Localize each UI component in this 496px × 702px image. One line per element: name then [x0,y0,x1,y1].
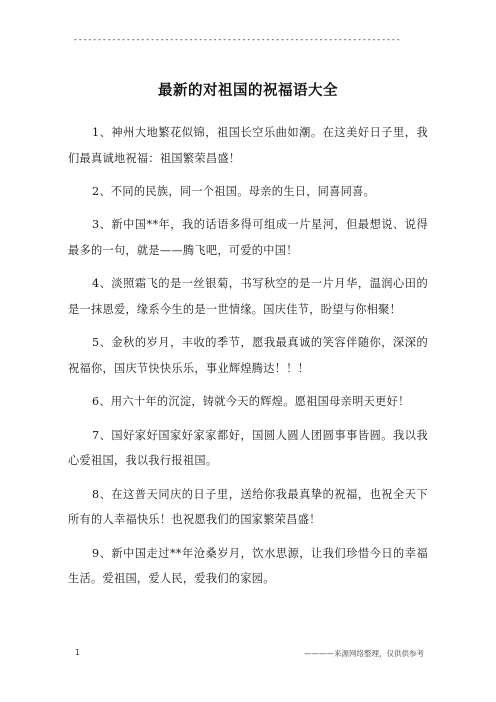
page-number: 1 [75,648,81,657]
paragraph-2: 2、不同的民族，同一个祖国。母亲的生日，同喜同喜。 [92,184,376,198]
paragraph-8: 8、在这普天同庆的日子里，送给你我最真挚的祝福，也祝全天下所有的人幸福快乐！也祝愿我们的国家繁荣昌盛！ [68,487,428,527]
paragraph-5: 5、金秋的岁月，丰收的季节，愿我最真诚的笑容伴随你，深深的祝福你，国庆节快快乐乐，事业辉煌腾达！！！ [68,336,428,375]
footer-source-note: ————来源网络整理，仅供供参考 [304,649,424,658]
paragraph-3: 3、新中国**年，我的话语多得可组成一片星河，但最想说、说得最多的一句，就是——腾飞吧，可爱的中国！ [68,218,428,257]
paragraph-6: 6、用六十年的沉淀，铸就今天的辉煌。愿祖国母亲明天更好！ [92,395,410,409]
paragraph-4: 4、淡照霜飞的是一丝银菊，书写秋空的是一片月华，温润心田的是一抹恩爱，缘系今生的是一世情缘。国庆佳节，盼望与你相聚！ [68,277,428,316]
paragraph-9: 9、新中国走过**年沧桑岁月，饮水思源，让我们珍惜今日的幸福生活。爱祖国，爱人民，爱我们的家园。 [68,546,428,586]
paragraph-1: 1、神州大地繁花似锦，祖国长空乐曲如潮。在这美好日子里，我们最真诚地祝福：祖国繁荣昌盛！ [68,126,428,165]
paragraph-7: 7、国好家好国家好家家都好，国圆人圆人团圆事事皆圆。我以我心爱祖国，我以我行报祖国。 [68,428,428,468]
header-dashed-rule: -------------------------------------------------------------------- [73,35,401,44]
document-body [68,120,428,600]
document-title: 最新的对祖国的祝福语大全 [158,83,338,99]
